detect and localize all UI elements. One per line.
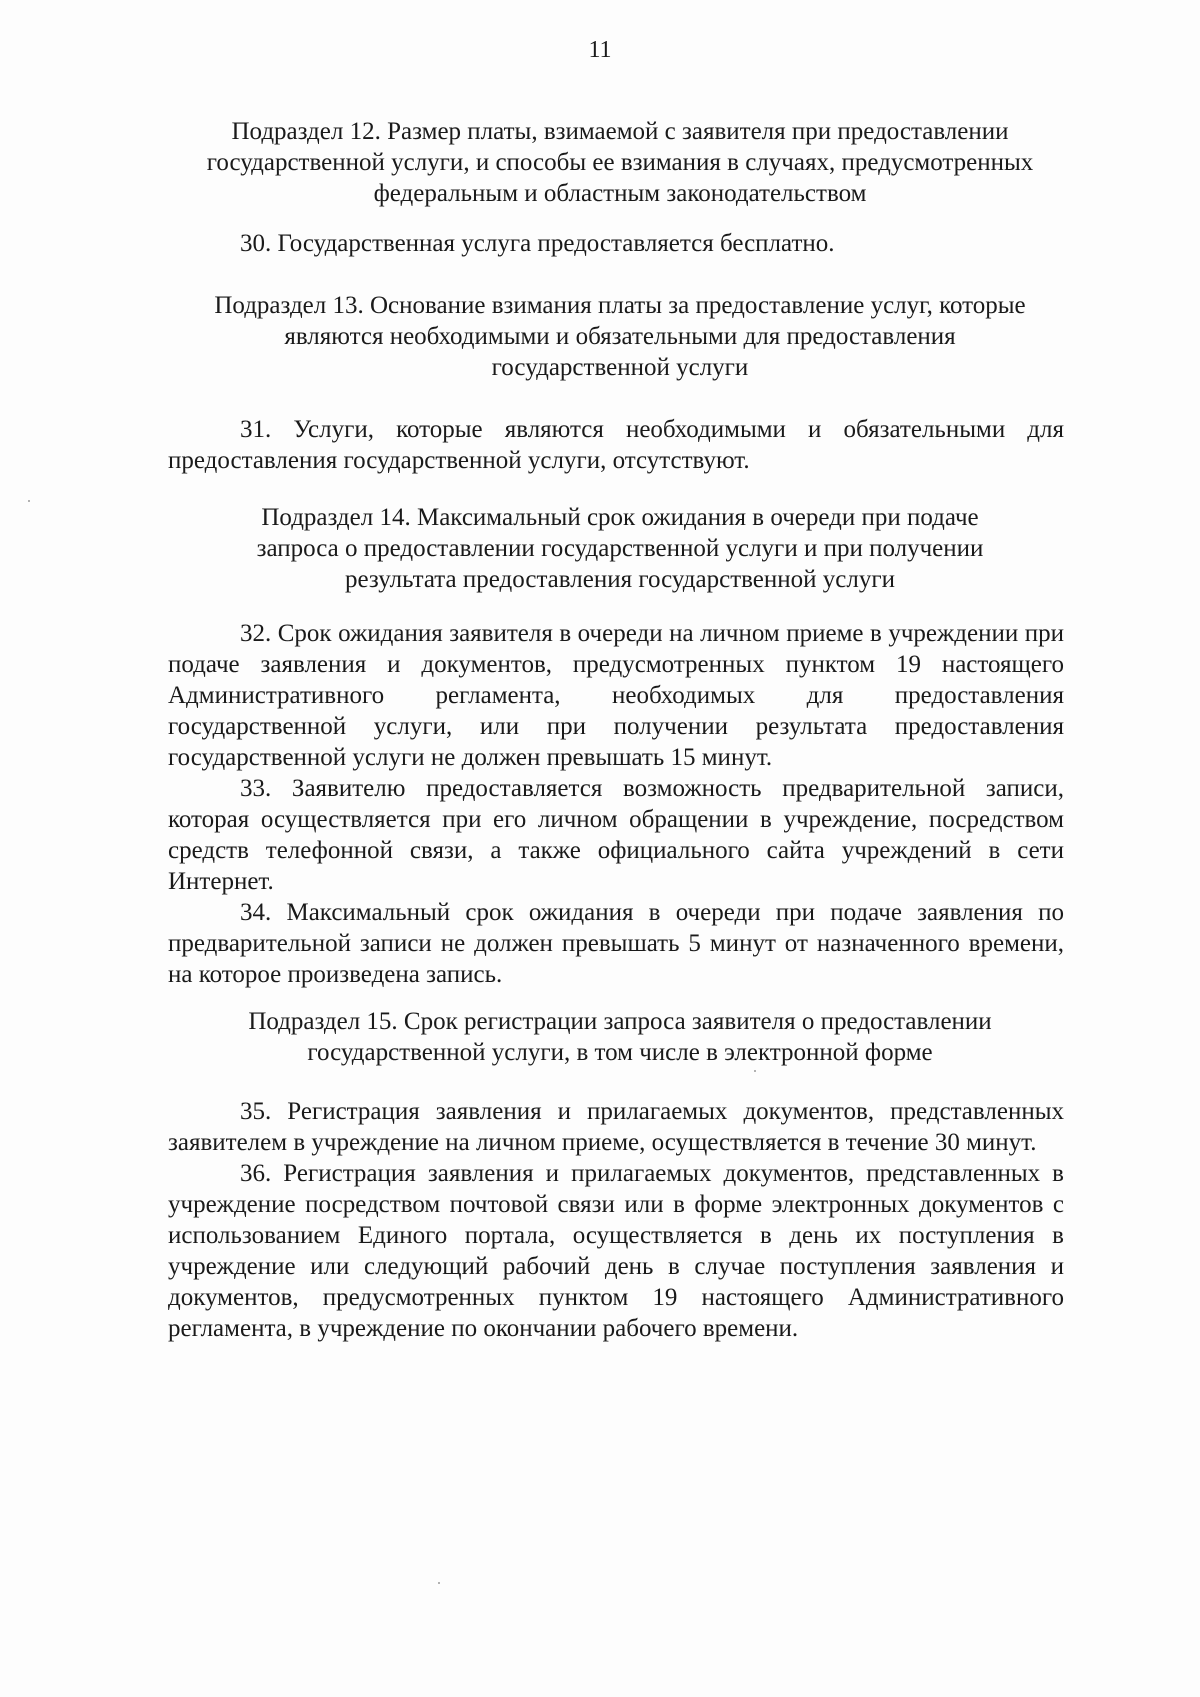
- heading-line: государственной услуги, и способы ее взимания в случаях, предусмотренных: [206, 149, 1034, 176]
- paragraph-33: 33. Заявителю предоставляется возможность предварительной записи, которая осуществляется при его личном обращении в учреждение, посредством средств телефонной связи, а также официального сайта учреждений в сети Интернет.: [168, 775, 1064, 895]
- page-number: 11: [588, 37, 612, 63]
- heading-line: запроса о предоставлении государственной услуги и при получении: [256, 535, 984, 562]
- scan-speck: [754, 1070, 756, 1072]
- subsection-13-heading: [150, 290, 1090, 383]
- heading-line: Подраздел 15. Срок регистрации запроса заявителя о предоставлении: [248, 1008, 992, 1035]
- heading-line: Подраздел 14. Максимальный срок ожидания в очереди при подаче: [261, 504, 979, 531]
- heading-line: федеральным и областным законодательством: [373, 180, 867, 207]
- heading-line: государственной услуги: [491, 354, 749, 381]
- scan-speck: [28, 500, 30, 502]
- paragraph-35: 35. Регистрация заявления и прилагаемых документов, представленных заявителем в учреждение на личном приеме, осуществляется в течение 30 минут.: [168, 1098, 1064, 1156]
- heading-line: Подраздел 12. Размер платы, взимаемой с заявителя при предоставлении: [231, 118, 1009, 145]
- paragraphs-35-36-block: [168, 1096, 1064, 1344]
- paragraph-32: 32. Срок ожидания заявителя в очереди на личном приеме в учреждении при подаче заявления и документов, предусмотренных пунктом 19 настоящего Административного регламента, необходимых для предоставления государственной услуги, или при получении результата предоставления государственной услуги не должен превышать 15 минут.: [168, 620, 1064, 771]
- paragraph-31-block: [168, 414, 1064, 476]
- scan-speck: [438, 1582, 440, 1584]
- heading-line: государственной услуги, в том числе в электронной форме: [307, 1039, 933, 1066]
- subsection-12-heading: [150, 116, 1090, 209]
- paragraphs-32-34-block: [168, 618, 1064, 990]
- paragraph-30: 30. Государственная услуга предоставляется бесплатно.: [240, 230, 835, 257]
- subsection-14-heading: [150, 502, 1090, 595]
- paragraph-31: 31. Услуги, которые являются необходимыми и обязательными для предоставления государственной услуги, отсутствуют.: [168, 416, 1064, 474]
- heading-line: Подраздел 13. Основание взимания платы за предоставление услуг, которые: [214, 292, 1026, 319]
- paragraph-30-block: [168, 228, 1064, 259]
- paragraph-34: 34. Максимальный срок ожидания в очереди при подаче заявления по предварительной записи не должен превышать 5 минут от назначенного времени, на которое произведена запись.: [168, 899, 1064, 988]
- heading-line: являются необходимыми и обязательными для предоставления: [284, 323, 956, 350]
- paragraph-36: 36. Регистрация заявления и прилагаемых документов, представленных в учреждение посредством почтовой связи или в форме электронных документов с использованием Единого портала, осуществляется в день их поступления в учреждение или следующий рабочий день в случае поступления заявления и документов, предусмотренных пунктом 19 настоящего Административного регламента, в учреждение по окончании рабочего времени.: [168, 1160, 1064, 1342]
- heading-line: результата предоставления государственной услуги: [345, 566, 895, 593]
- subsection-15-heading: [150, 1006, 1090, 1068]
